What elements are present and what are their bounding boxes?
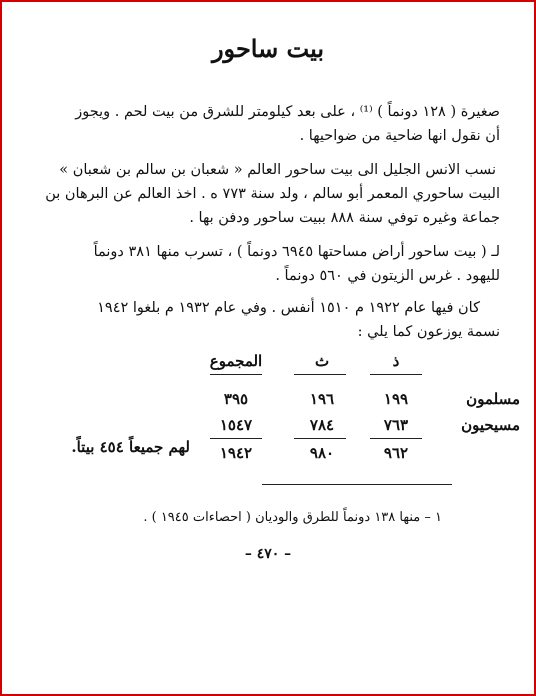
sum-line — [370, 438, 422, 439]
paragraph-line: لليهود . غرس الزيتون في ٥٦٠ دونماً . — [275, 268, 500, 284]
table-cell: ١٩٦ — [309, 390, 335, 408]
houses-note: لهم جميعاً ٤٥٤ بيتاً. — [71, 438, 190, 456]
paragraph-line: نسمة يوزعون كما يلي : — [357, 324, 500, 340]
table-cell: ١٥٤٧ — [219, 416, 253, 434]
paragraph-line: أن نقول انها ضاحية من ضواحيها . — [299, 128, 500, 144]
sum-line — [294, 438, 346, 439]
table-cell-total: ٩٦٢ — [383, 444, 409, 462]
paragraph-line: صغيرة ( ١٢٨ دونماً ) ⁽¹⁾ ، على بعد كيلومتر للشرق من بيت لحم . ويجوز — [75, 104, 500, 120]
paragraph-line: جماعة وغيره توفي سنة ٨٨٨ ببيت ساحور ودفن بها . — [189, 210, 500, 226]
header-female: ث — [314, 352, 330, 370]
paragraph-line: كان فيها عام ١٩٢٢ م ١٥١٠ أنفس . وفي عام ١٩٣٢ م بلغوا ١٩٤٢ — [97, 300, 480, 316]
table-cell: ١٩٩ — [383, 390, 409, 408]
header-underline — [210, 374, 262, 375]
table-cell: ٧٨٤ — [309, 416, 335, 434]
document-page — [16, 10, 520, 680]
table-cell: ٣٩٥ — [223, 390, 249, 408]
table-cell: ٧٦٣ — [383, 416, 409, 434]
header-underline — [294, 374, 346, 375]
header-underline — [370, 374, 422, 375]
paragraph-line: لـ ( بيت ساحور أراض مساحتها ٦٩٤٥ دونماً ) ، تسرب منها ٣٨١ دونماً — [93, 244, 500, 260]
table-cell-total: ٩٨٠ — [309, 444, 335, 462]
footnote-separator — [262, 484, 452, 485]
table-cell-total: ١٩٤٢ — [219, 444, 253, 462]
sum-line — [210, 438, 262, 439]
header-total: المجموع — [209, 352, 263, 370]
paragraph-line: نسب الانس الجليل الى بيت ساحور العالم « شعبان بن سالم بن شعبان » — [59, 162, 496, 178]
page-number: – ٤٧٠ – — [244, 546, 292, 562]
row-label: مسلمون — [466, 390, 520, 408]
page-title: بيت ساحور — [211, 34, 325, 63]
paragraph-line: البيت ساحوري المعمر أبو سالم ، ولد سنة ٧٧٣ ه . اخذ العالم عن البرهان بن — [45, 186, 500, 202]
header-male: ذ — [392, 352, 400, 370]
footnote: ١ – منها ١٣٨ دونماً للطرق والوديان ( احصاءات ١٩٤٥ ) . — [143, 510, 442, 525]
row-label: مسيحيون — [461, 416, 520, 434]
